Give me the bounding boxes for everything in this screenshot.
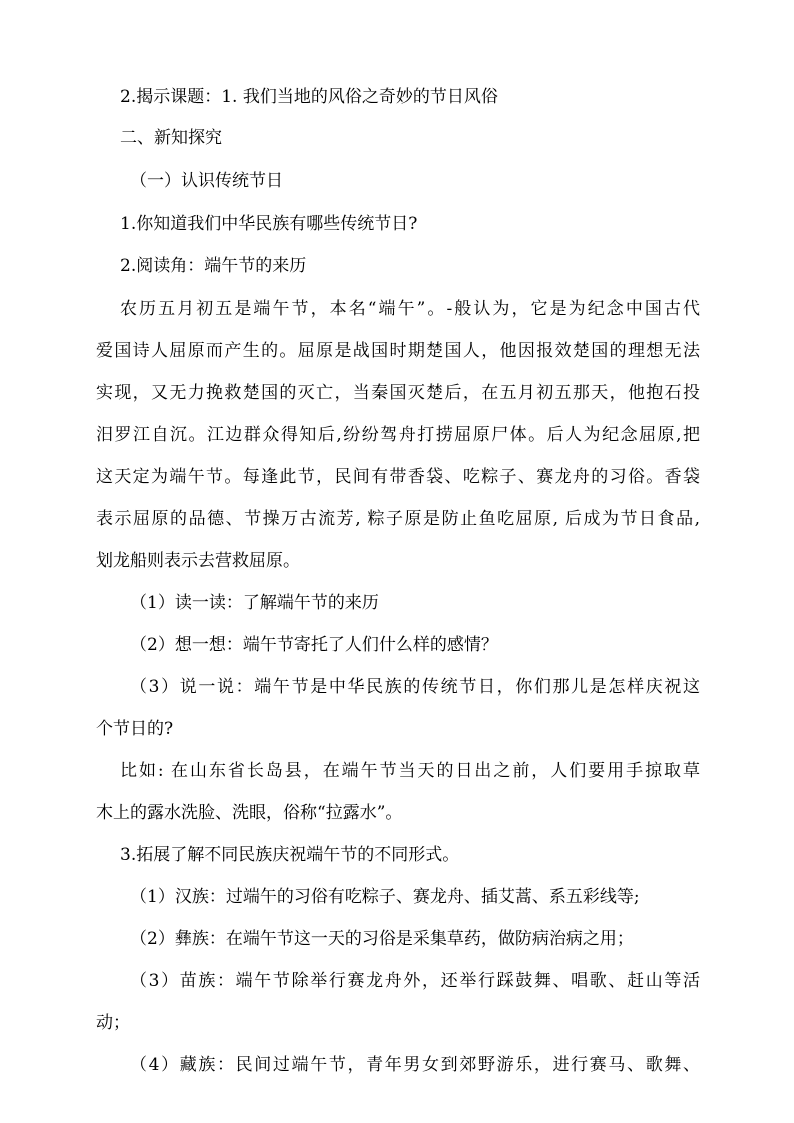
paragraph-line: 划龙船则表示去营救屈原。 — [96, 551, 300, 571]
paragraph-line: 表示屈原的品德、节操万古流芳, 粽子原是防止鱼吃屈原, 后成为节日食品, — [96, 509, 700, 529]
paragraph-line: 农历五月初五是端午节，本名“端午”。-般认为，它是为纪念中国古代 — [120, 299, 700, 319]
example-line: 比如: 在山东省长岛县，在端午节当天的日出之前，人们要用手掠取草 — [120, 761, 700, 781]
extension-heading: 3.拓展了解不同民族庆祝端午节的不同形式。 — [120, 845, 460, 865]
paragraph-line: 实现，又无力挽救楚国的灭亡，当秦国灭楚后，在五月初五那天，他抱石投 — [96, 383, 700, 403]
ethnic-item: （4）藏族：民间过端午节，青年男女到郊野游乐，进行赛马、歌舞、 — [130, 1055, 700, 1075]
ethnic-item: （2）彝族：在端午节这一天的习俗是采集草药，做防病治病之用； — [130, 929, 634, 949]
paragraph-line: 爱国诗人屈原而产生的。屈原是战国时期楚国人，他因报效楚国的理想无法 — [96, 341, 700, 361]
task-item: （3）说一说：端午节是中华民族的传统节日，你们那儿是怎样庆祝这 — [130, 677, 700, 697]
ethnic-item: （1）汉族：过端午的习俗有吃粽子、赛龙舟、插艾蒿、系五彩线等; — [130, 887, 640, 907]
reading-heading: 2.阅读角：端午节的来历 — [120, 256, 307, 276]
ethnic-item: （3）苗族：端午节除举行赛龙舟外，还举行踩鼓舞、唱歌、赶山等活 — [130, 971, 700, 991]
ethnic-item-continued: 动； — [96, 1013, 130, 1033]
task-item-continued: 个节日的? — [96, 719, 174, 739]
section-heading: 二、新知探究 — [120, 128, 222, 148]
subsection-heading: （一）认识传统节日 — [130, 171, 283, 191]
task-item: （1）读一读：了解端午节的来历 — [130, 593, 379, 613]
question-line: 1.你知道我们中华民族有哪些传统节日? — [120, 214, 418, 234]
task-item: （2）想一想：端午节寄托了人们什么样的感情？ — [130, 635, 498, 655]
paragraph-line: 汨罗江自沉。江边群众得知后,纷纷驾舟打捞屈原尸体。后人为纪念屈原,把 — [96, 425, 700, 445]
example-line: 木上的露水洗脸、洗眼，俗称“拉露水”。 — [96, 803, 403, 823]
topic-heading: 2.揭示课题：1. 我们当地的风俗之奇妙的节日风俗 — [120, 87, 498, 107]
paragraph-line: 这天定为端午节。每逢此节，民间有带香袋、吃粽子、赛龙舟的习俗。香袋 — [96, 467, 700, 487]
